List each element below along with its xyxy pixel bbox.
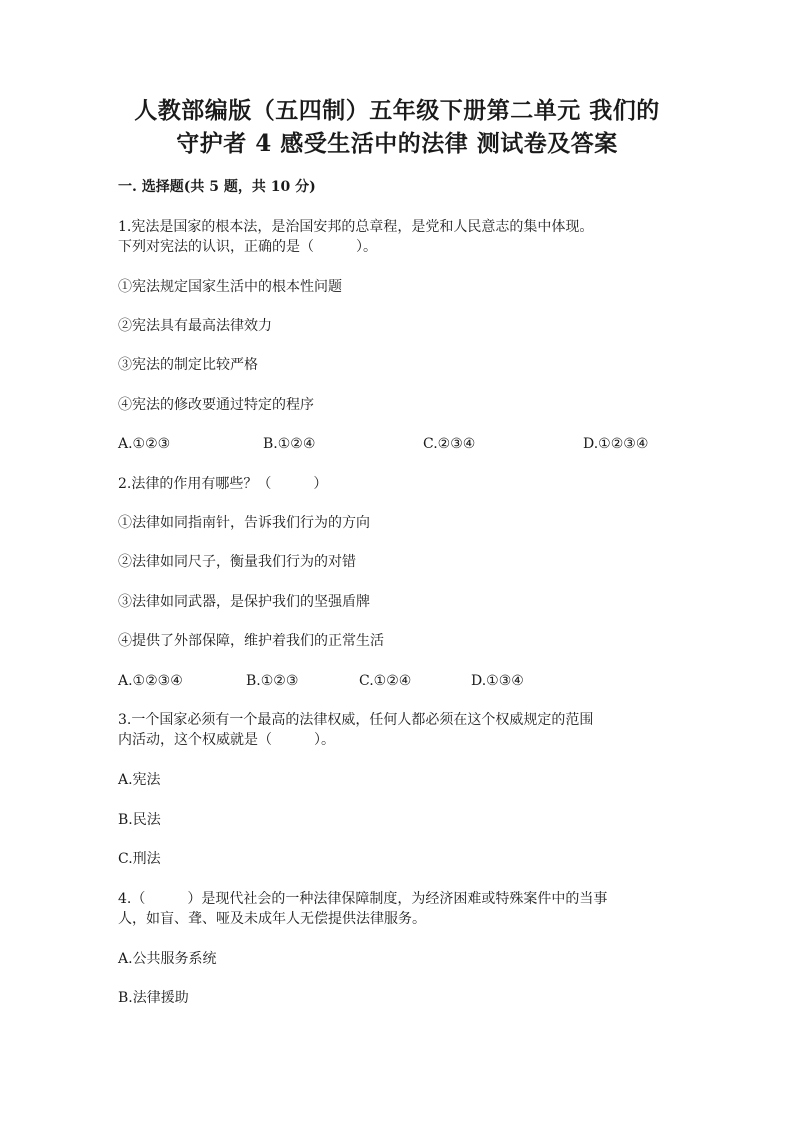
question-2-statement-4: ④提供了外部保障，维护着我们的正常生活 [118, 633, 384, 649]
question-2-option-d[interactable]: D.①③④ [471, 673, 524, 689]
question-3-option-b[interactable]: B.民法 [118, 812, 161, 828]
question-2-option-b[interactable]: B.①②③ [246, 673, 299, 689]
question-1-option-a[interactable]: A.①②③ [118, 436, 171, 452]
document-title-line-1: 人教部编版（五四制）五年级下册第二单元 我们的 [134, 97, 660, 124]
question-1-statement-1: ①宪法规定国家生活中的根本性问题 [118, 279, 342, 295]
question-4-stem-line-1: 4.（ ）是现代社会的一种法律保障制度，为经济困难或特殊案件中的当事 [118, 891, 608, 907]
section-heading: 一. 选择题(共 5 题，共 10 分) [118, 179, 316, 195]
question-3-stem-line-2: 内活动，这个权威就是（ ）。 [118, 732, 335, 748]
question-1-option-b[interactable]: B.①②④ [263, 436, 316, 452]
question-2-statement-3: ③法律如同武器，是保护我们的坚强盾牌 [118, 594, 370, 610]
question-2-statement-2: ②法律如同尺子，衡量我们行为的对错 [118, 554, 356, 570]
question-1-stem-line-1: 1.宪法是国家的根本法，是治国安邦的总章程，是党和人民意志的集中体现。 [118, 219, 594, 235]
question-3-option-c[interactable]: C.刑法 [118, 851, 161, 867]
question-1-stem-line-2: 下列对宪法的认识，正确的是（ ）。 [118, 239, 377, 255]
question-1-statement-4: ④宪法的修改要通过特定的程序 [118, 397, 314, 413]
question-4-option-b[interactable]: B.法律援助 [118, 990, 189, 1006]
question-2-option-a[interactable]: A.①②③④ [118, 673, 183, 689]
document-title-line-2: 守护者 4 感受生活中的法律 测试卷及答案 [176, 130, 618, 157]
question-2-statement-1: ①法律如同指南针，告诉我们行为的方向 [118, 515, 370, 531]
question-1-statement-2: ②宪法具有最高法律效力 [118, 318, 272, 334]
question-4-option-a[interactable]: A.公共服务系统 [118, 951, 217, 967]
question-3-stem-line-1: 3.一个国家必须有一个最高的法律权威，任何人都必须在这个权威规定的范围 [118, 712, 594, 728]
question-2-option-c[interactable]: C.①②④ [359, 673, 412, 689]
question-1-option-d[interactable]: D.①②③④ [583, 436, 649, 452]
question-1-statement-3: ③宪法的制定比较严格 [118, 357, 258, 373]
question-2-stem: 2.法律的作用有哪些？（ ） [118, 476, 328, 492]
question-1-option-c[interactable]: C.②③④ [423, 436, 476, 452]
question-3-option-a[interactable]: A.宪法 [118, 772, 161, 788]
question-4-stem-line-2: 人，如盲、聋、哑及未成年人无偿提供法律服务。 [118, 911, 426, 927]
